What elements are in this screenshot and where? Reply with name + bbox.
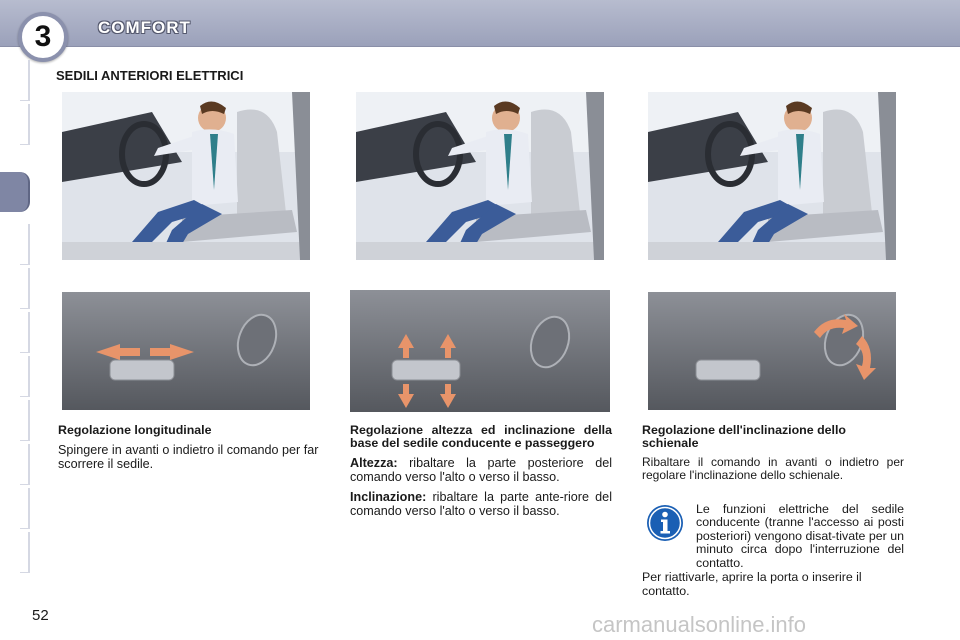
heading-longitudinal: Regolazione longitudinale: [58, 423, 212, 437]
reactivation-note: Per riattivarle, aprire la porta o inserire il contatto.: [642, 570, 862, 598]
side-tab-11[interactable]: [0, 532, 30, 572]
side-tab-10[interactable]: [0, 488, 30, 528]
info-note-text: Le funzioni elettriche del sedile conducente (tranne l'accesso ai posti posteriori) vengono disat-tivate per un minuto circa dopo l'interruzione del contatto.: [696, 502, 905, 570]
section-title: SEDILI ANTERIORI ELETTRICI: [56, 68, 244, 83]
control-detail-longitudinal: [62, 292, 310, 410]
side-tab-8[interactable]: [0, 400, 30, 440]
column-backrest: [642, 424, 904, 489]
side-tab-6[interactable]: [0, 312, 30, 352]
seat-photo-backrest: [648, 92, 896, 260]
text-longitudinal: Spingere in avanti o indietro il comando per far scorrere il sedile.: [58, 443, 319, 471]
control-detail-backrest: [648, 292, 896, 410]
desc-tilt: ribaltare la parte ante-riore del comando verso l'alto o verso il basso.: [350, 490, 612, 518]
control-detail-height-tilt: [350, 290, 610, 412]
info-icon: [646, 504, 684, 542]
chapter-title: COMFORT: [98, 18, 191, 37]
desc-height: ribaltare la parte posteriore del comando verso l'alto o verso il basso.: [350, 456, 612, 484]
seat-photo-longitudinal: [62, 92, 310, 260]
side-tab-1[interactable]: [0, 60, 30, 100]
side-tab-4[interactable]: [0, 224, 30, 264]
text-backrest: Ribaltare il comando in avanti o indietro per regolare l'inclinazione dello schienale.: [642, 455, 904, 483]
label-tilt: Inclinazione:: [350, 490, 427, 504]
side-tab-9[interactable]: [0, 444, 30, 484]
text-tilt: [350, 490, 612, 518]
heading-height-tilt: Regolazione altezza ed inclinazione della base del sedile conducente e passeggero: [350, 423, 612, 450]
page-number: 52: [32, 607, 49, 624]
chapter-side-tabs: [0, 60, 34, 580]
side-tab-5[interactable]: [0, 268, 30, 308]
seat-photo-height-tilt: [356, 92, 604, 260]
side-tab-2[interactable]: [0, 104, 30, 144]
side-tab-3-active[interactable]: [0, 172, 30, 212]
chapter-number-badge: 3: [18, 12, 68, 62]
text-height: [350, 456, 612, 484]
column-longitudinal: [58, 424, 320, 477]
heading-backrest: Regolazione dell'inclinazione dello schienale: [642, 423, 846, 450]
label-height: Altezza:: [350, 456, 398, 470]
column-height-tilt: [350, 424, 612, 524]
side-tab-7[interactable]: [0, 356, 30, 396]
watermark: carmanualsonline.info: [592, 612, 807, 637]
